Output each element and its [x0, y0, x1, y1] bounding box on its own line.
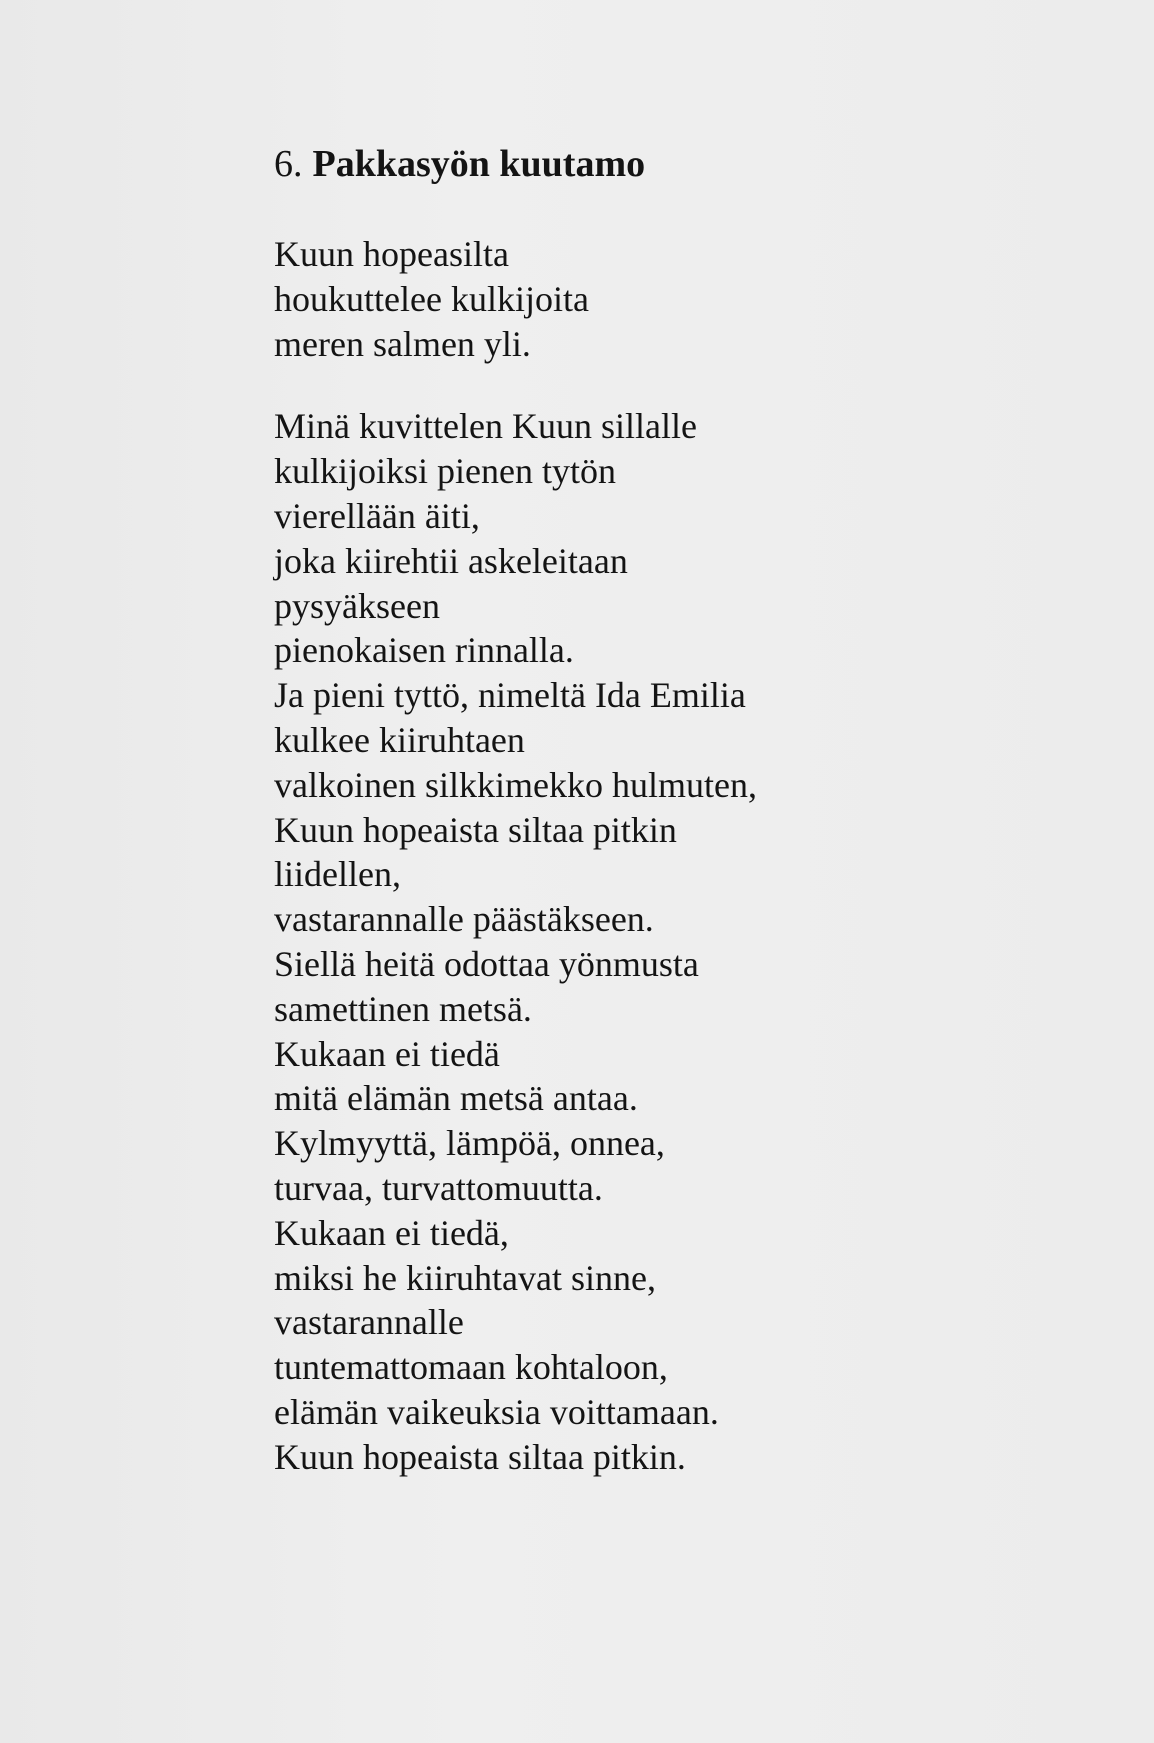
poem-line: turvaa, turvattomuutta. — [274, 1167, 603, 1208]
poem-line: pysyäkseen — [274, 585, 440, 626]
poem-line: vierellään äiti, — [274, 495, 480, 536]
poem-line: vastarannalle — [274, 1302, 464, 1343]
poem-line: mitä elämän metsä antaa. — [274, 1078, 638, 1119]
poem-number: 6. — [274, 143, 303, 185]
poem-line: vastarannalle päästäkseen. — [274, 899, 654, 940]
poem-title — [274, 140, 994, 188]
poem-line: liidellen, — [274, 854, 401, 895]
poem-line: Kuun hopeaista siltaa pitkin. — [274, 1436, 686, 1477]
poem-line: Kuun hopeaista siltaa pitkin — [274, 809, 677, 850]
poem-line: tuntemattomaan kohtaloon, — [274, 1347, 668, 1388]
poem-line: kulkee kiiruhtaen — [274, 719, 525, 760]
poem — [274, 140, 994, 1480]
poem-line: Kuun hopeasilta — [274, 234, 509, 274]
poem-line: elämän vaikeuksia voittamaan. — [274, 1391, 719, 1432]
poem-line: kulkijoiksi pienen tytön — [274, 451, 616, 492]
poem-line: Siellä heitä odottaa yönmusta — [274, 943, 699, 984]
poem-line: Ja pieni tyttö, nimeltä Ida Emilia — [274, 675, 746, 716]
poem-line: valkoinen silkkimekko hulmuten, — [274, 764, 757, 805]
poem-line: Kukaan ei tiedä — [274, 1033, 500, 1074]
poem-line: meren salmen yli. — [274, 323, 531, 364]
poem-line: samettinen metsä. — [274, 988, 532, 1029]
poem-line: Kukaan ei tiedä, — [274, 1212, 509, 1253]
poem-line: Minä kuvittelen Kuun sillalle — [274, 406, 697, 447]
poem-title-text: Pakkasyön kuutamo — [312, 143, 646, 185]
poem-line: pienokaisen rinnalla. — [274, 630, 574, 671]
poem-line: houkuttelee kulkijoita — [274, 278, 589, 319]
poem-line: Kylmyyttä, lämpöä, onnea, — [274, 1123, 665, 1164]
stanza-2 — [274, 404, 994, 1479]
poem-line: joka kiirehtii askeleitaan — [274, 540, 628, 581]
stanza-1 — [274, 232, 994, 366]
poem-line: miksi he kiiruhtavat sinne, — [274, 1257, 656, 1298]
